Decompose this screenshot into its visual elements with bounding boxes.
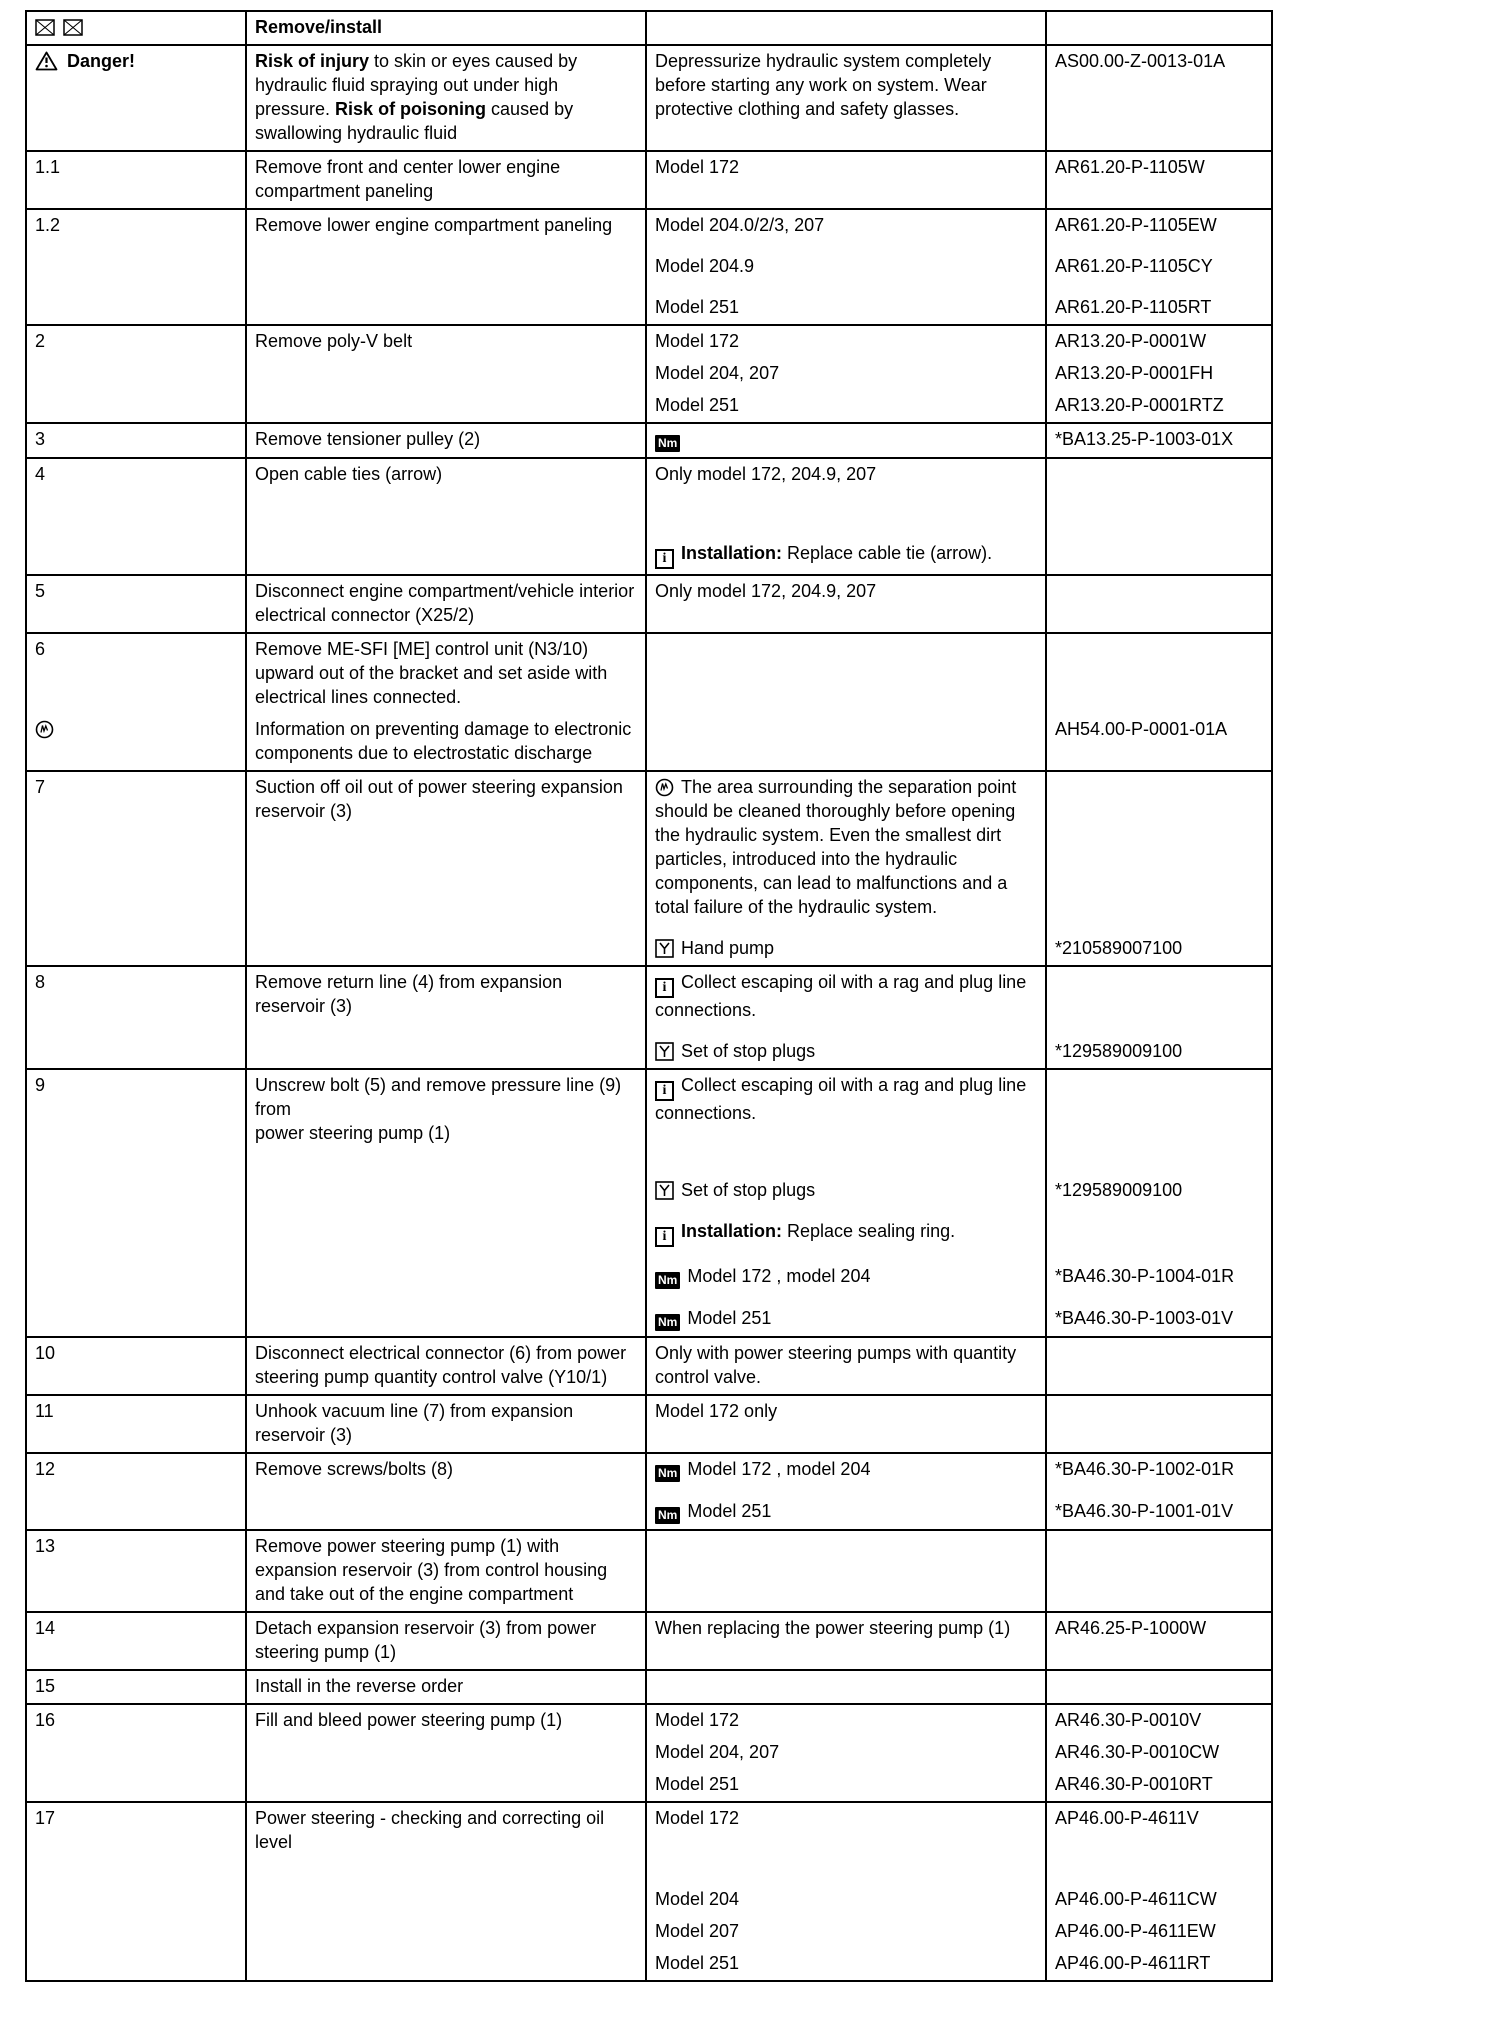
step-cell xyxy=(27,424,247,457)
table-row xyxy=(27,46,1271,152)
step-cell xyxy=(27,152,247,208)
table-row xyxy=(27,326,1271,424)
condition-cell xyxy=(647,1803,1047,1859)
description-cell xyxy=(247,1859,647,1916)
document-number: AR46.30-P-0010RT xyxy=(1055,1774,1213,1794)
info-icon: i xyxy=(655,1081,674,1101)
description-text: Install in the reverse order xyxy=(255,1676,464,1696)
document-number-cell xyxy=(1047,1150,1267,1207)
table-row xyxy=(27,210,1271,326)
condition-text: When replacing the power steering pump (1) xyxy=(655,1618,1011,1638)
condition-cell xyxy=(647,1396,1047,1452)
step-number: 12 xyxy=(35,1459,56,1479)
condition-cell xyxy=(647,1150,1047,1207)
condition-text: The area surrounding the separation point should be cleaned thoroughly before opening the hydraulic system. Even the smallest dirt particles, introduced into the hydraulic components, can lead to malfunctions and a total failure of the hydraulic system. xyxy=(655,777,1017,917)
step-cell xyxy=(27,1948,247,1980)
document-number: AP46.00-P-4611V xyxy=(1055,1808,1199,1828)
info-icon: i xyxy=(655,978,674,998)
condition-text: Set of stop plugs xyxy=(655,1178,1037,1202)
condition-text: Model 172 only xyxy=(655,1401,778,1421)
step-cell xyxy=(27,772,247,924)
document-number-cell xyxy=(1047,1671,1267,1703)
condition-cell xyxy=(647,1737,1047,1769)
description-cell xyxy=(247,1613,647,1669)
header-title-cell xyxy=(247,12,647,44)
document-number: *BA46.30-P-1003-01V xyxy=(1055,1308,1234,1328)
step-cell xyxy=(27,634,247,714)
condition-text: Hand pump xyxy=(655,936,1037,960)
document-number-cell xyxy=(1047,1737,1267,1769)
condition-cell xyxy=(647,634,1047,714)
document-number-cell xyxy=(1047,152,1267,208)
step-number: 8 xyxy=(35,972,46,992)
document-number: AR61.20-P-1105W xyxy=(1055,157,1205,177)
condition-text: Model 251 xyxy=(655,395,740,415)
step-cell xyxy=(27,1027,247,1068)
document-number-cell xyxy=(1047,1705,1267,1737)
description-text: Remove power steering pump (1) with expansion reservoir (3) from control housing and take out of the engine compartment xyxy=(255,1536,608,1604)
condition-text: i Installation: Replace sealing ring. xyxy=(655,1219,1037,1247)
document-number-cell xyxy=(1047,1396,1267,1452)
condition-cell xyxy=(647,242,1047,283)
document-number-cell xyxy=(1047,491,1267,574)
step-cell xyxy=(27,358,247,390)
table-row xyxy=(27,152,1271,210)
condition-cell xyxy=(647,1294,1047,1336)
description-cell xyxy=(247,772,647,924)
description-text: Remove front and center lower engine compartment paneling xyxy=(255,157,561,201)
table-title: Remove/install xyxy=(255,17,383,37)
condition-text: Only model 172, 204.9, 207 xyxy=(655,464,877,484)
document-number: AR61.20-P-1105CY xyxy=(1055,256,1213,276)
condition-cell xyxy=(647,772,1047,924)
document-number-cell xyxy=(1047,1859,1267,1916)
step-number: 11 xyxy=(35,1401,54,1421)
step-cell xyxy=(27,1916,247,1948)
condition-cell xyxy=(647,491,1047,574)
description-cell xyxy=(247,714,647,770)
step-number: 9 xyxy=(35,1075,46,1095)
torque-icon: Nm xyxy=(655,1507,680,1524)
description-cell xyxy=(247,967,647,1027)
step-cell xyxy=(27,1294,247,1336)
document-number-cell xyxy=(1047,1454,1267,1487)
description-text: Remove tensioner pulley (2) xyxy=(255,429,481,449)
condition-cell xyxy=(647,1487,1047,1529)
description-cell xyxy=(247,210,647,242)
document-number-cell xyxy=(1047,326,1267,358)
description-cell xyxy=(247,1027,647,1068)
condition-cell xyxy=(647,283,1047,324)
table-row xyxy=(27,459,1271,576)
description-text: Disconnect engine compartment/vehicle interior electrical connector (X25/2) xyxy=(255,581,635,625)
step-cell xyxy=(27,1859,247,1916)
header-document-cell xyxy=(1047,12,1267,44)
window-icon xyxy=(35,19,55,36)
description-text: Unhook vacuum line (7) from expansion reservoir (3) xyxy=(255,1401,574,1445)
document-number-cell xyxy=(1047,210,1267,242)
description-cell xyxy=(247,1948,647,1980)
step-number: 17 xyxy=(35,1808,56,1828)
step-cell xyxy=(27,576,247,632)
description-text: Power steering - checking and correcting oil level xyxy=(255,1808,605,1852)
table-row xyxy=(27,1338,1271,1396)
step-number: 5 xyxy=(35,581,46,601)
document-number: *BA46.30-P-1002-01R xyxy=(1055,1459,1235,1479)
document-number-cell xyxy=(1047,1916,1267,1948)
condition-text: Model 251 xyxy=(655,297,740,317)
document-number-cell xyxy=(1047,1948,1267,1980)
document-number: AR13.20-P-0001RTZ xyxy=(1055,395,1224,415)
document-number-cell xyxy=(1047,1294,1267,1336)
document-number-cell xyxy=(1047,1531,1267,1611)
document-number: *BA13.25-P-1003-01X xyxy=(1055,429,1234,449)
condition-text xyxy=(655,427,1037,452)
condition-text: Nm Model 251 xyxy=(655,1499,1037,1524)
special-tool-icon xyxy=(655,1042,674,1061)
description-cell xyxy=(247,1531,647,1611)
step-cell xyxy=(27,1454,247,1487)
torque-icon: Nm xyxy=(655,1465,680,1482)
condition-cell xyxy=(647,1027,1047,1068)
description-cell xyxy=(247,1487,647,1529)
condition-text: Depressurize hydraulic system completely before starting any work on system. Wear protective clothing and safety glasses. xyxy=(655,51,992,119)
table-header-row xyxy=(27,12,1271,46)
step-number: Danger! xyxy=(67,51,136,71)
condition-text: Model 204.0/2/3, 207 xyxy=(655,215,825,235)
condition-cell xyxy=(647,1207,1047,1252)
description-cell xyxy=(247,358,647,390)
torque-icon: Nm xyxy=(655,1314,680,1331)
step-cell xyxy=(27,459,247,491)
step-cell xyxy=(27,326,247,358)
document-number-cell xyxy=(1047,459,1267,491)
condition-cell xyxy=(647,1454,1047,1487)
condition-cell xyxy=(647,326,1047,358)
condition-text: Model 251 xyxy=(655,1774,740,1794)
table-row xyxy=(27,576,1271,634)
description-text: Remove lower engine compartment paneling xyxy=(255,215,613,235)
step-cell xyxy=(27,1150,247,1207)
condition-cell xyxy=(647,210,1047,242)
description-text: Remove poly-V belt xyxy=(255,331,413,351)
step-cell xyxy=(27,390,247,422)
condition-text: Model 204, 207 xyxy=(655,363,780,383)
document-number: *129589009100 xyxy=(1055,1041,1183,1061)
description-cell xyxy=(247,1803,647,1859)
document-number: AR61.20-P-1105RT xyxy=(1055,297,1212,317)
window-icon xyxy=(63,19,83,36)
description-cell xyxy=(247,1671,647,1703)
description-cell xyxy=(247,326,647,358)
description-text: Detach expansion reservoir (3) from power steering pump (1) xyxy=(255,1618,597,1662)
condition-cell xyxy=(647,358,1047,390)
step-cell xyxy=(27,210,247,242)
step-cell xyxy=(27,1531,247,1611)
document-number-cell xyxy=(1047,46,1267,150)
special-tool-icon xyxy=(655,939,674,958)
condition-cell xyxy=(647,714,1047,770)
condition-cell xyxy=(647,1613,1047,1669)
condition-text: Model 204, 207 xyxy=(655,1742,780,1762)
step-cell xyxy=(27,1487,247,1529)
description-text: Remove screws/bolts (8) xyxy=(255,1459,454,1479)
description-cell xyxy=(247,1396,647,1452)
table-row xyxy=(27,424,1271,459)
description-cell xyxy=(247,1150,647,1207)
condition-cell xyxy=(647,1859,1047,1916)
description-text: power steering pump (1) xyxy=(255,1123,451,1143)
document-number-cell xyxy=(1047,714,1267,770)
step-number: 6 xyxy=(35,639,46,659)
condition-text: Nm Model 172 , model 204 xyxy=(655,1264,1037,1289)
document-number-cell xyxy=(1047,1803,1267,1859)
torque-icon: Nm xyxy=(655,435,680,452)
description-cell xyxy=(247,1207,647,1252)
document-number-cell xyxy=(1047,424,1267,457)
condition-text: Nm Model 172 , model 204 xyxy=(655,1457,1037,1482)
description-cell xyxy=(247,634,647,714)
description-cell xyxy=(247,242,647,283)
damage-note-icon xyxy=(655,778,674,797)
description-cell xyxy=(247,459,647,491)
condition-cell xyxy=(647,1338,1047,1394)
step-cell xyxy=(27,1613,247,1669)
document-number-cell xyxy=(1047,924,1267,965)
description-cell xyxy=(247,1294,647,1336)
document-number: *210589007100 xyxy=(1055,938,1183,958)
document-number-cell xyxy=(1047,390,1267,422)
document-number-cell xyxy=(1047,772,1267,924)
header-icons-cell xyxy=(27,12,247,44)
document-number: AR61.20-P-1105EW xyxy=(1055,215,1217,235)
step-cell xyxy=(27,1737,247,1769)
table-row xyxy=(27,1070,1271,1338)
condition-cell xyxy=(647,1916,1047,1948)
condition-text: i Collect escaping oil with a rag and plug line connections. xyxy=(655,1075,1027,1123)
info-icon: i xyxy=(655,1227,674,1247)
condition-text: Model 172 xyxy=(655,1808,740,1828)
description-cell xyxy=(247,1737,647,1769)
step-number: 3 xyxy=(35,429,46,449)
document-number-cell xyxy=(1047,1487,1267,1529)
document-number-cell xyxy=(1047,576,1267,632)
condition-text: Only model 172, 204.9, 207 xyxy=(655,581,877,601)
condition-text: Model 172 xyxy=(655,1710,740,1730)
condition-cell xyxy=(647,424,1047,457)
description-cell xyxy=(247,390,647,422)
description-text: Disconnect electrical connector (6) from power steering pump quantity control valve (Y10/1) xyxy=(255,1343,627,1387)
condition-cell xyxy=(647,576,1047,632)
description-cell xyxy=(247,1769,647,1801)
table-row xyxy=(27,1803,1271,1980)
condition-cell xyxy=(647,46,1047,150)
condition-text: Model 204 xyxy=(655,1889,740,1909)
document-number-cell xyxy=(1047,283,1267,324)
step-number: 1.1 xyxy=(35,157,61,177)
condition-text: Model 207 xyxy=(655,1921,740,1941)
document-number-cell xyxy=(1047,1252,1267,1294)
step-number: 14 xyxy=(35,1618,56,1638)
danger-warning-icon xyxy=(35,51,58,71)
table-row xyxy=(27,1454,1271,1531)
info-icon: i xyxy=(655,549,674,569)
condition-cell xyxy=(647,152,1047,208)
damage-note-icon xyxy=(35,720,54,739)
step-number: 4 xyxy=(35,464,46,484)
step-cell xyxy=(27,924,247,965)
description-cell xyxy=(247,1916,647,1948)
document-number: *129589009100 xyxy=(1055,1180,1183,1200)
table-row xyxy=(27,1396,1271,1454)
table-row xyxy=(27,1671,1271,1705)
step-number: 1.2 xyxy=(35,215,61,235)
step-cell xyxy=(27,967,247,1027)
table-row xyxy=(27,1613,1271,1671)
document-number-cell xyxy=(1047,1027,1267,1068)
description-text: Unscrew bolt (5) and remove pressure line (9) from xyxy=(255,1075,622,1119)
document-number: AP46.00-P-4611RT xyxy=(1055,1953,1211,1973)
condition-cell xyxy=(647,1070,1047,1150)
document-number: AP46.00-P-4611EW xyxy=(1055,1921,1216,1941)
condition-cell xyxy=(647,1705,1047,1737)
table-row xyxy=(27,772,1271,967)
condition-cell xyxy=(647,390,1047,422)
document-number: AR46.30-P-0010CW xyxy=(1055,1742,1220,1762)
document-number-cell xyxy=(1047,1613,1267,1669)
document-number-cell xyxy=(1047,967,1267,1027)
document-number: *BA46.30-P-1001-01V xyxy=(1055,1501,1234,1521)
description-text: Information on preventing damage to electronic components due to electrostatic discharge xyxy=(255,719,632,763)
document-number: AS00.00-Z-0013-01A xyxy=(1055,51,1226,71)
document-number: AH54.00-P-0001-01A xyxy=(1055,719,1228,739)
document-number-cell xyxy=(1047,1070,1267,1150)
table-row xyxy=(27,1705,1271,1803)
description-cell xyxy=(247,283,647,324)
document-number-cell xyxy=(1047,1338,1267,1394)
condition-cell xyxy=(647,1948,1047,1980)
description-cell xyxy=(247,152,647,208)
document-number-cell xyxy=(1047,242,1267,283)
condition-text: Only with power steering pumps with quantity control valve. xyxy=(655,1343,1017,1387)
description-cell xyxy=(247,424,647,457)
description-cell xyxy=(247,1454,647,1487)
document-number-cell xyxy=(1047,1207,1267,1252)
step-cell xyxy=(27,1070,247,1150)
step-cell xyxy=(27,1803,247,1859)
description-text: Remove ME-SFI [ME] control unit (N3/10) upward out of the bracket and set aside with electrical lines connected. xyxy=(255,639,608,707)
step-cell xyxy=(27,1396,247,1452)
step-cell xyxy=(27,491,247,574)
condition-text: Model 172 xyxy=(655,331,740,351)
condition-text: i Collect escaping oil with a rag and plug line connections. xyxy=(655,972,1027,1020)
step-number: 10 xyxy=(35,1343,56,1363)
condition-cell xyxy=(647,1769,1047,1801)
document-number: AP46.00-P-4611CW xyxy=(1055,1889,1217,1909)
step-cell xyxy=(27,1769,247,1801)
step-cell xyxy=(27,1338,247,1394)
header-condition-cell xyxy=(647,12,1047,44)
procedure-table xyxy=(25,10,1273,1982)
step-cell xyxy=(27,46,247,150)
description-text: Suction off oil out of power steering expansion reservoir (3) xyxy=(255,777,623,821)
condition-cell xyxy=(647,924,1047,965)
document-number: *BA46.30-P-1004-01R xyxy=(1055,1266,1235,1286)
description-cell xyxy=(247,46,647,150)
condition-text: Set of stop plugs xyxy=(655,1039,1037,1063)
condition-cell xyxy=(647,1671,1047,1703)
description-text: Remove return line (4) from expansion reservoir (3) xyxy=(255,972,563,1016)
description-text: Fill and bleed power steering pump (1) xyxy=(255,1710,563,1730)
condition-cell xyxy=(647,459,1047,491)
description-text: Open cable ties (arrow) xyxy=(255,464,443,484)
condition-text: Nm Model 251 xyxy=(655,1306,1037,1331)
step-number: 2 xyxy=(35,331,46,351)
document-number: AR46.25-P-1000W xyxy=(1055,1618,1207,1638)
document-number-cell xyxy=(1047,358,1267,390)
step-number: 7 xyxy=(35,777,46,797)
step-number: 16 xyxy=(35,1710,56,1730)
description-cell xyxy=(247,1338,647,1394)
condition-text: Model 172 xyxy=(655,157,740,177)
torque-icon: Nm xyxy=(655,1272,680,1289)
document-number-cell xyxy=(1047,1769,1267,1801)
step-number: 15 xyxy=(35,1676,56,1696)
condition-text: Model 204.9 xyxy=(655,256,755,276)
step-cell xyxy=(27,714,247,770)
table-row xyxy=(27,1531,1271,1613)
description-cell xyxy=(247,924,647,965)
condition-cell xyxy=(647,1252,1047,1294)
table-row xyxy=(27,634,1271,772)
step-cell xyxy=(27,283,247,324)
condition-text: i Installation: Replace cable tie (arrow). xyxy=(655,541,1037,569)
condition-text: Model 251 xyxy=(655,1953,740,1973)
condition-cell xyxy=(647,967,1047,1027)
description-cell xyxy=(247,491,647,574)
step-cell xyxy=(27,1252,247,1294)
step-cell xyxy=(27,1207,247,1252)
description-cell xyxy=(247,1252,647,1294)
step-number: 13 xyxy=(35,1536,56,1556)
description-text: Risk of injury to skin or eyes caused by hydraulic fluid spraying out under high pressure. Risk of poisoning caused by swallowing hydraulic fluid xyxy=(255,51,578,143)
table-row xyxy=(27,967,1271,1070)
document-number: AR46.30-P-0010V xyxy=(1055,1710,1202,1730)
condition-cell xyxy=(647,1531,1047,1611)
step-cell xyxy=(27,1705,247,1737)
document-number: AR13.20-P-0001W xyxy=(1055,331,1207,351)
document-number-cell xyxy=(1047,634,1267,714)
document-number: AR13.20-P-0001FH xyxy=(1055,363,1214,383)
step-cell xyxy=(27,1671,247,1703)
description-cell xyxy=(247,576,647,632)
description-cell xyxy=(247,1705,647,1737)
description-cell xyxy=(247,1070,647,1150)
step-cell xyxy=(27,242,247,283)
special-tool-icon xyxy=(655,1181,674,1200)
